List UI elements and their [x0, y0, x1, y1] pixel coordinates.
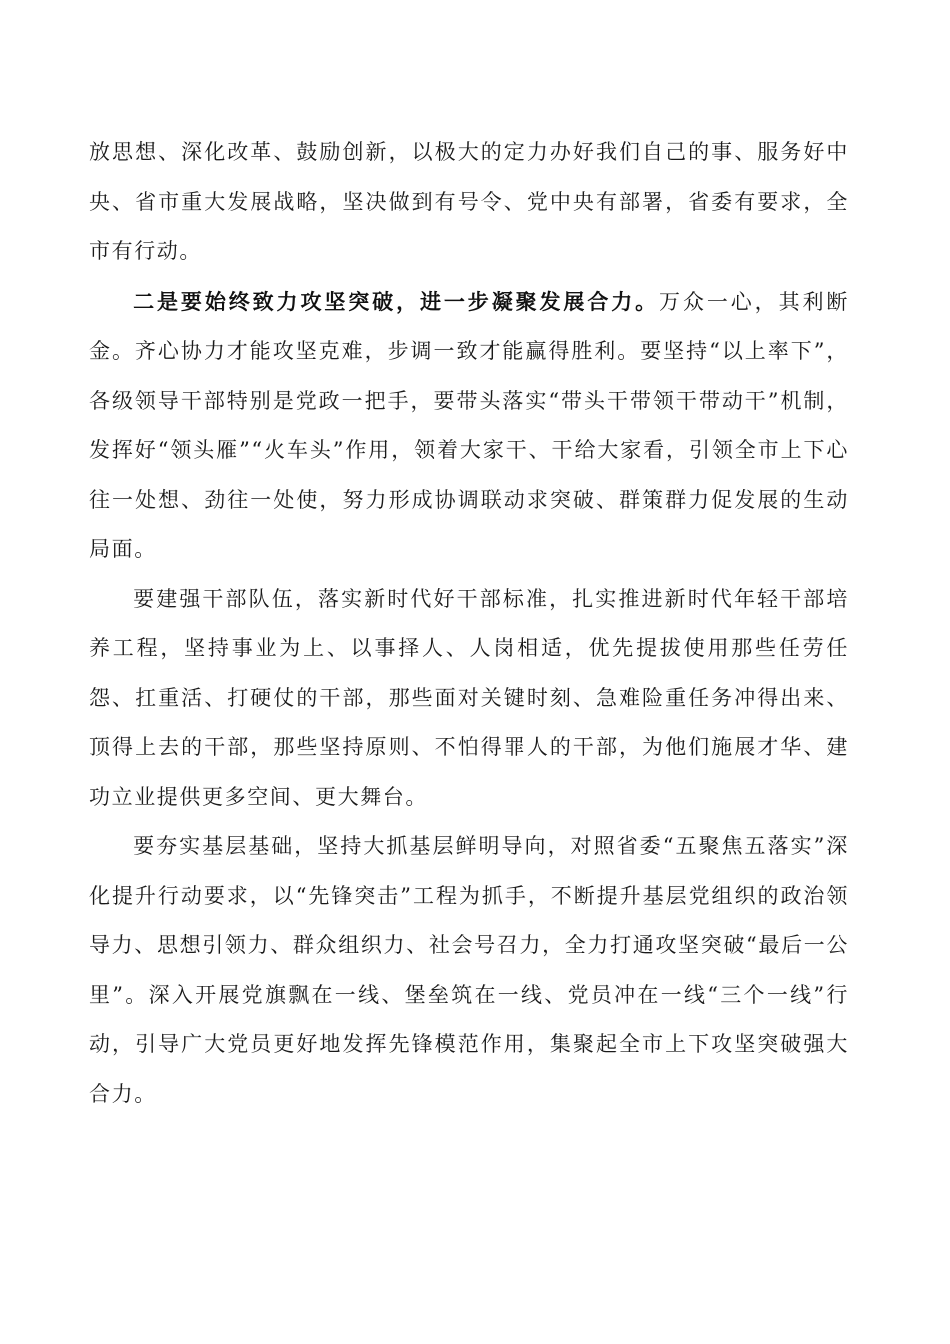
paragraph-grassroots: [89, 822, 849, 1119]
paragraph-text: 放思想、深化改革、鼓励创新，以极大的定力办好我们自己的事、服务好中央、省市重大发展战略，坚决做到有号令、党中央有部署，省委有要求，全市有行动。: [89, 140, 849, 263]
paragraph-cadre-team: [89, 575, 849, 823]
paragraph-lead-heading: 二是要始终致力攻坚突破，进一步凝聚发展合力。: [133, 288, 660, 314]
paragraph-continuation: [89, 128, 849, 277]
paragraph-text: 万众一心，其利断金。齐心协力才能攻坚克难，步调一致才能赢得胜利。要坚持“以上率下”，各级领导干部特别是党政一把手，要带头落实“带头干带领干带动干”机制，发挥好“领头雁”“火车头”作用，领着大家干、干给大家看，引领全市上下心往一处想、劲往一处使，努力形成协调联动求突破、群策群力促发展的生动局面。: [89, 289, 849, 561]
document-body: [89, 128, 849, 1119]
paragraph-point-two: [89, 277, 849, 575]
paragraph-text: 要建强干部队伍，落实新时代好干部标准，扎实推进新时代年轻干部培养工程，坚持事业为上、以事择人、人岗相适，优先提拔使用那些任劳任怨、扛重活、打硬仗的干部，那些面对关键时刻、急难险重任务冲得出来、顶得上去的干部，那些坚持原则、不怕得罪人的干部，为他们施展才华、建功立业提供更多空间、更大舞台。: [89, 586, 849, 809]
paragraph-text: 要夯实基层基础，坚持大抓基层鲜明导向，对照省委“五聚焦五落实”深化提升行动要求，以“先锋突击”工程为抓手，不断提升基层党组织的政治领导力、思想引领力、群众组织力、社会号召力，全力打通攻坚突破“最后一公里”。深入开展党旗飘在一线、堡垒筑在一线、党员冲在一线“三个一线”行动，引导广大党员更好地发挥先锋模范作用，集聚起全市上下攻坚突破强大合力。: [89, 834, 849, 1106]
